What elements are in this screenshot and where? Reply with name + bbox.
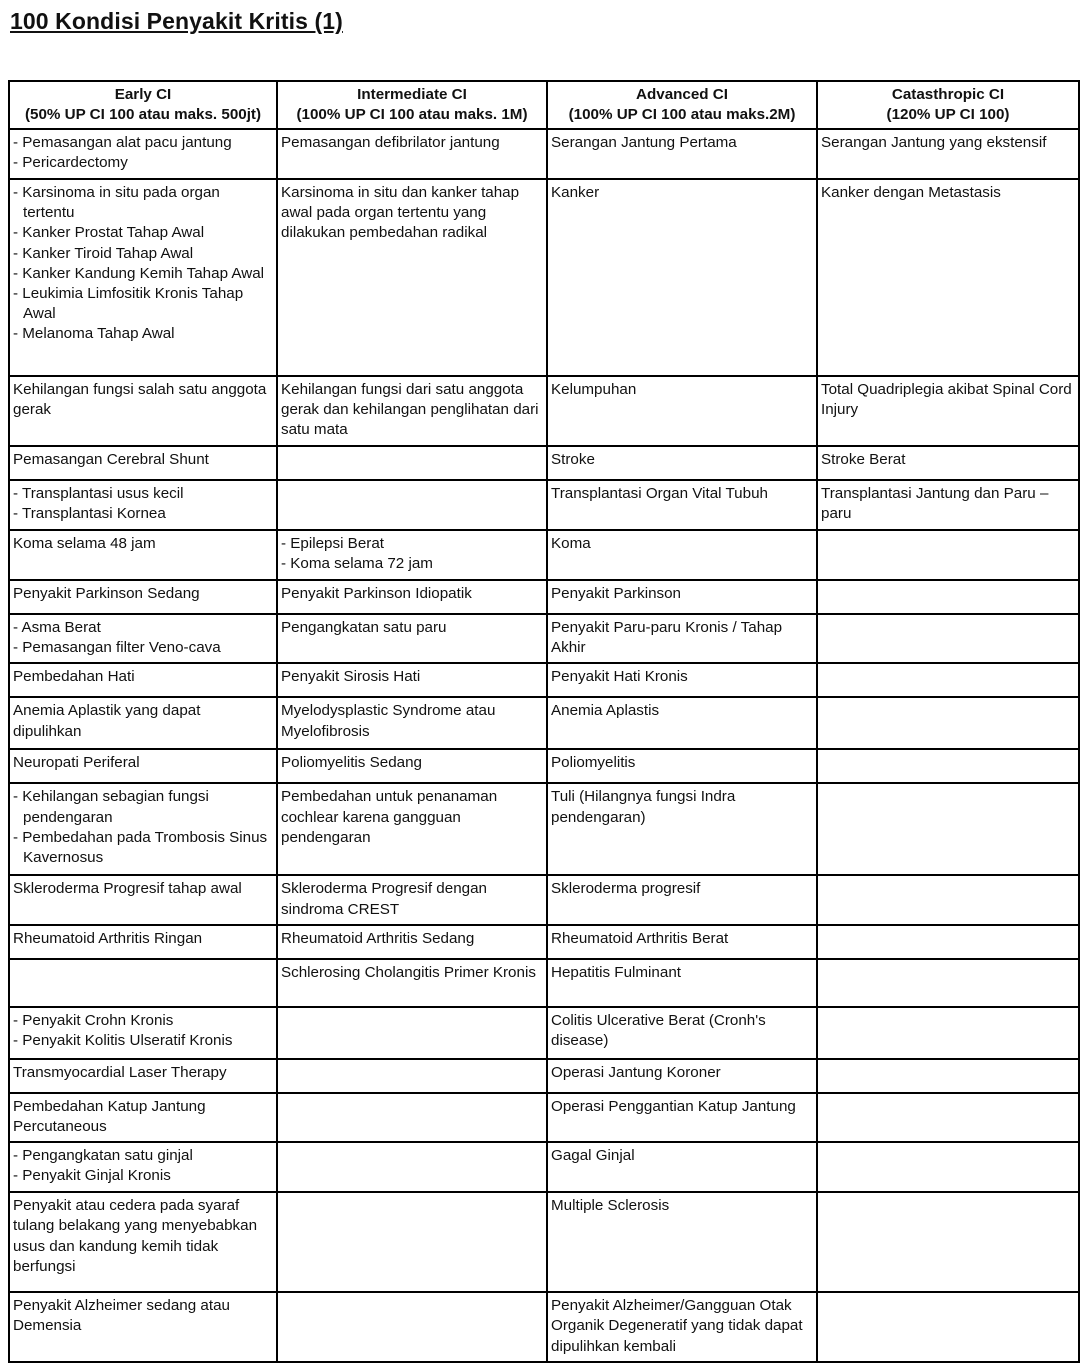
item-text: Karsinoma in situ pada organ tertentu bbox=[22, 184, 220, 222]
cell-advanced bbox=[547, 875, 817, 924]
item-text: Penyakit Paru-paru Kronis / Tahap Akhir bbox=[551, 619, 783, 657]
list-item bbox=[13, 183, 273, 223]
item-text: Transplantasi Organ Vital Tubuh bbox=[551, 485, 768, 502]
list-item bbox=[13, 618, 273, 638]
cell-text bbox=[281, 584, 543, 604]
cell-text bbox=[13, 1097, 273, 1137]
item-text: Pemasangan filter Veno-cava bbox=[22, 639, 221, 657]
item-text: Transmyocardial Laser Therapy bbox=[13, 1063, 227, 1081]
header-catastrophic bbox=[817, 81, 1079, 129]
cell-catastrophic bbox=[817, 663, 1079, 697]
item-text: Tuli (Hilangnya fungsi Indra pendengaran) bbox=[551, 788, 736, 826]
cell-text bbox=[13, 667, 273, 687]
table-row bbox=[9, 663, 1079, 697]
list-item bbox=[13, 638, 273, 658]
bullet-dash: - bbox=[13, 134, 23, 151]
bullet-dash: - bbox=[13, 1147, 23, 1165]
item-text: Multiple Sclerosis bbox=[551, 1197, 670, 1215]
item-text: Total Quadriplegia akibat Spinal Cord Injury bbox=[821, 381, 1072, 419]
table-row bbox=[9, 1059, 1079, 1093]
cell-intermediate bbox=[277, 663, 547, 697]
header-advanced-sub: (100% UP CI 100 atau maks.2M) bbox=[568, 106, 796, 123]
header-intermediate bbox=[277, 81, 547, 129]
cell-advanced bbox=[547, 783, 817, 875]
cell-text bbox=[551, 484, 813, 504]
cell-text bbox=[551, 963, 813, 983]
item-text: Rheumatoid Arthritis Berat bbox=[551, 929, 729, 947]
cell-intermediate bbox=[277, 376, 547, 446]
cell-intermediate bbox=[277, 783, 547, 875]
list-item bbox=[13, 264, 273, 284]
cell-text bbox=[551, 1011, 813, 1051]
bullet-dash: - bbox=[13, 1032, 23, 1050]
item-text: Skleroderma progresif bbox=[551, 880, 701, 898]
cell-text bbox=[551, 133, 813, 153]
item-text: Penyakit Parkinson bbox=[551, 585, 682, 602]
table-row bbox=[9, 1192, 1079, 1292]
cell-text bbox=[551, 701, 813, 721]
cell-advanced bbox=[547, 1059, 817, 1093]
item-text: Penyakit atau cedera pada syaraf tulang belakang yang menyebabkan usus dan kandung kemih tidak berfungsi bbox=[13, 1197, 258, 1275]
cell-advanced bbox=[547, 1007, 817, 1059]
cell-text bbox=[821, 183, 1075, 203]
table-row bbox=[9, 783, 1079, 875]
cell-intermediate bbox=[277, 1093, 547, 1142]
cell-catastrophic bbox=[817, 1192, 1079, 1292]
item-text: Kanker bbox=[551, 184, 600, 201]
cell-catastrophic bbox=[817, 783, 1079, 875]
header-early bbox=[9, 81, 277, 129]
table-row bbox=[9, 875, 1079, 924]
cell-text bbox=[281, 133, 543, 153]
cell-early bbox=[9, 959, 277, 1007]
item-text: Kehilangan sebagian fungsi pendengaran bbox=[22, 788, 209, 826]
cell-text bbox=[281, 183, 543, 244]
cell-intermediate bbox=[277, 1192, 547, 1292]
cell-early bbox=[9, 1192, 277, 1292]
item-text: Stroke Berat bbox=[821, 451, 906, 468]
cell-early bbox=[9, 1142, 277, 1192]
cell-intermediate bbox=[277, 1292, 547, 1362]
bullet-dash: - bbox=[13, 485, 23, 502]
item-text: Pengangkatan satu paru bbox=[281, 619, 447, 636]
header-early-name: Early CI bbox=[114, 86, 172, 103]
cell-early bbox=[9, 480, 277, 530]
item-text: Pemasangan Cerebral Shunt bbox=[13, 451, 209, 468]
cell-advanced bbox=[547, 925, 817, 959]
bullet-dash: - bbox=[13, 325, 23, 343]
bullet-dash: - bbox=[281, 555, 291, 573]
bullet-dash: - bbox=[13, 264, 23, 282]
item-text: Leukimia Limfositik Kronis Tahap Awal bbox=[22, 285, 244, 323]
bullet-dash: - bbox=[13, 244, 23, 262]
item-text: Skleroderma Progresif dengan sindroma CREST bbox=[281, 880, 487, 918]
cell-intermediate bbox=[277, 1142, 547, 1192]
item-text: Myelodysplastic Syndrome atau Myelofibrosis bbox=[281, 702, 496, 740]
cell-text bbox=[13, 450, 273, 470]
cell-early bbox=[9, 1059, 277, 1093]
cell-catastrophic bbox=[817, 697, 1079, 749]
list-item bbox=[13, 484, 273, 504]
list-item bbox=[13, 1146, 273, 1166]
item-text: Pembedahan Hati bbox=[13, 668, 135, 686]
cell-early bbox=[9, 1093, 277, 1142]
cell-intermediate bbox=[277, 925, 547, 959]
table-row bbox=[9, 614, 1079, 663]
page-title: 100 Kondisi Penyakit Kritis (1) bbox=[10, 8, 343, 34]
item-text: Penyakit Alzheimer sedang atau Demensia bbox=[13, 1297, 230, 1335]
cell-intermediate bbox=[277, 580, 547, 614]
cell-text bbox=[551, 787, 813, 827]
item-text: Penyakit Parkinson Idiopatik bbox=[281, 585, 472, 602]
item-text: Anemia Aplastis bbox=[551, 702, 660, 720]
bullet-dash: - bbox=[13, 505, 23, 523]
cell-text bbox=[551, 1063, 813, 1083]
list-item bbox=[13, 133, 273, 153]
cell-early bbox=[9, 1007, 277, 1059]
item-text: Rheumatoid Arthritis Ringan bbox=[13, 929, 203, 947]
item-text: Koma selama 72 jam bbox=[290, 555, 433, 573]
cell-advanced bbox=[547, 697, 817, 749]
cell-early bbox=[9, 697, 277, 749]
table-row bbox=[9, 749, 1079, 783]
cell-advanced bbox=[547, 614, 817, 663]
item-text: Gagal Ginjal bbox=[551, 1147, 635, 1165]
bullet-dash: - bbox=[13, 224, 23, 242]
item-text: Skleroderma Progresif tahap awal bbox=[13, 880, 242, 898]
cell-text bbox=[13, 1063, 273, 1083]
cell-text bbox=[281, 787, 543, 848]
table-row bbox=[9, 480, 1079, 530]
cell-text bbox=[551, 753, 813, 773]
table-row bbox=[9, 697, 1079, 749]
item-text: Epilepsi Berat bbox=[290, 535, 384, 552]
item-text: Penyakit Ginjal Kronis bbox=[22, 1167, 171, 1185]
cell-early bbox=[9, 875, 277, 924]
cell-early bbox=[9, 783, 277, 875]
item-text: Operasi Jantung Koroner bbox=[551, 1063, 721, 1081]
item-text: Transplantasi Jantung dan Paru – paru bbox=[821, 485, 1049, 523]
cell-catastrophic bbox=[817, 1142, 1079, 1192]
cell-catastrophic bbox=[817, 129, 1079, 179]
cell-early bbox=[9, 663, 277, 697]
item-text: Penyakit Sirosis Hati bbox=[281, 668, 421, 686]
table-row bbox=[9, 446, 1079, 480]
cell-text bbox=[551, 183, 813, 203]
table-row bbox=[9, 959, 1079, 1007]
cell-text bbox=[551, 1296, 813, 1357]
cell-intermediate bbox=[277, 1059, 547, 1093]
cell-early bbox=[9, 749, 277, 783]
item-text: Anemia Aplastik yang dapat dipulihkan bbox=[13, 702, 201, 740]
cell-text bbox=[281, 963, 543, 983]
header-early-sub: (50% UP CI 100 atau maks. 500jt) bbox=[24, 106, 262, 123]
cell-text bbox=[281, 879, 543, 919]
cell-intermediate bbox=[277, 179, 547, 376]
cell-catastrophic bbox=[817, 1292, 1079, 1362]
cell-advanced bbox=[547, 1093, 817, 1142]
header-advanced bbox=[547, 81, 817, 129]
cell-early bbox=[9, 1292, 277, 1362]
list-item bbox=[13, 324, 273, 344]
table-row bbox=[9, 530, 1079, 580]
item-text: Colitis Ulcerative Berat (Cronh's disease) bbox=[551, 1011, 766, 1050]
header-advanced-name: Advanced CI bbox=[636, 86, 728, 103]
list-item bbox=[13, 828, 273, 868]
cell-advanced bbox=[547, 1192, 817, 1292]
cell-intermediate bbox=[277, 614, 547, 663]
cell-intermediate bbox=[277, 875, 547, 924]
list-item bbox=[281, 554, 543, 574]
item-text: Stroke bbox=[551, 451, 595, 468]
cell-text bbox=[13, 879, 273, 899]
cell-advanced bbox=[547, 959, 817, 1007]
cell-catastrophic bbox=[817, 1059, 1079, 1093]
bullet-dash: - bbox=[13, 828, 23, 846]
cell-advanced bbox=[547, 1142, 817, 1192]
item-text: Penyakit Kolitis Ulseratif Kronis bbox=[22, 1032, 233, 1050]
cell-early bbox=[9, 376, 277, 446]
cell-early bbox=[9, 446, 277, 480]
item-text: Pembedahan untuk penanaman cochlear karena gangguan pendengaran bbox=[281, 788, 498, 846]
item-text: Kanker Kandung Kemih Tahap Awal bbox=[22, 264, 265, 282]
cell-intermediate bbox=[277, 749, 547, 783]
list-item bbox=[13, 1166, 273, 1186]
item-text: Kanker Prostat Tahap Awal bbox=[22, 224, 205, 242]
bullet-dash: - bbox=[281, 535, 291, 552]
cell-advanced bbox=[547, 749, 817, 783]
list-item bbox=[13, 153, 273, 173]
list-item bbox=[281, 534, 543, 554]
cell-intermediate bbox=[277, 530, 547, 580]
item-text: Penyakit Hati Kronis bbox=[551, 668, 688, 686]
cell-text bbox=[13, 380, 273, 420]
cell-catastrophic bbox=[817, 959, 1079, 1007]
cell-advanced bbox=[547, 376, 817, 446]
item-text: Karsinoma in situ dan kanker tahap awal pada organ tertentu yang dilakukan pembedahan radikal bbox=[281, 184, 520, 242]
critical-illness-table bbox=[8, 80, 1080, 1363]
cell-intermediate bbox=[277, 480, 547, 530]
item-text: Melanoma Tahap Awal bbox=[22, 325, 175, 343]
item-text: Pembedahan pada Trombosis Sinus Kavernosus bbox=[22, 828, 268, 867]
cell-text bbox=[281, 929, 543, 949]
item-text: Transplantasi Kornea bbox=[22, 505, 166, 523]
cell-early bbox=[9, 129, 277, 179]
header-intermediate-sub: (100% UP CI 100 atau maks. 1M) bbox=[296, 106, 528, 123]
item-text: Penyakit Crohn Kronis bbox=[22, 1011, 174, 1029]
cell-catastrophic bbox=[817, 749, 1079, 783]
cell-text bbox=[281, 618, 543, 638]
table-row bbox=[9, 129, 1079, 179]
cell-early bbox=[9, 179, 277, 376]
cell-text bbox=[551, 1196, 813, 1216]
cell-text bbox=[821, 133, 1075, 153]
cell-catastrophic bbox=[817, 875, 1079, 924]
cell-early bbox=[9, 614, 277, 663]
item-text: Kanker Tiroid Tahap Awal bbox=[22, 244, 194, 262]
cell-early bbox=[9, 530, 277, 580]
list-item bbox=[13, 223, 273, 243]
bullet-dash: - bbox=[13, 1167, 23, 1185]
table-row bbox=[9, 1142, 1079, 1192]
table-row bbox=[9, 580, 1079, 614]
cell-intermediate bbox=[277, 129, 547, 179]
item-text: Serangan Jantung Pertama bbox=[551, 134, 737, 151]
item-text: Koma bbox=[551, 535, 591, 552]
item-text: Pericardectomy bbox=[22, 154, 128, 172]
cell-text bbox=[281, 380, 543, 441]
cell-catastrophic bbox=[817, 614, 1079, 663]
table-row bbox=[9, 925, 1079, 959]
cell-text bbox=[13, 1296, 273, 1336]
cell-advanced bbox=[547, 446, 817, 480]
item-text: Penyakit Parkinson Sedang bbox=[13, 585, 200, 602]
bullet-dash: - bbox=[13, 1011, 23, 1029]
cell-catastrophic bbox=[817, 480, 1079, 530]
cell-intermediate bbox=[277, 1007, 547, 1059]
cell-text bbox=[551, 1146, 813, 1166]
cell-text bbox=[13, 929, 273, 949]
cell-text bbox=[13, 1196, 273, 1277]
list-item bbox=[13, 787, 273, 827]
cell-text bbox=[551, 584, 813, 604]
item-text: Kehilangan fungsi salah satu anggota gerak bbox=[13, 381, 267, 419]
cell-text bbox=[13, 584, 273, 604]
cell-text bbox=[281, 701, 543, 741]
bullet-dash: - bbox=[13, 619, 22, 636]
table-row bbox=[9, 1292, 1079, 1362]
cell-text bbox=[551, 1097, 813, 1117]
item-text: Kelumpuhan bbox=[551, 381, 637, 398]
item-text: Pembedahan Katup Jantung Percutaneous bbox=[13, 1097, 206, 1136]
header-catastrophic-sub: (120% UP CI 100) bbox=[886, 106, 1010, 123]
cell-text bbox=[281, 667, 543, 687]
item-text: Koma selama 48 jam bbox=[13, 535, 156, 552]
list-item bbox=[13, 1011, 273, 1031]
table-row bbox=[9, 376, 1079, 446]
bullet-dash: - bbox=[13, 788, 23, 806]
list-item bbox=[13, 244, 273, 264]
cell-text bbox=[551, 450, 813, 470]
table-body bbox=[9, 129, 1079, 1362]
cell-text bbox=[821, 380, 1075, 420]
cell-early bbox=[9, 925, 277, 959]
bullet-dash: - bbox=[13, 154, 23, 172]
cell-catastrophic bbox=[817, 925, 1079, 959]
cell-text bbox=[13, 753, 273, 773]
item-text: Transplantasi usus kecil bbox=[22, 485, 184, 502]
item-text: Operasi Penggantian Katup Jantung bbox=[551, 1097, 796, 1115]
cell-intermediate bbox=[277, 446, 547, 480]
table-row bbox=[9, 1093, 1079, 1142]
cell-intermediate bbox=[277, 697, 547, 749]
item-text: Kehilangan fungsi dari satu anggota gerak dan kehilangan penglihatan dari satu mata bbox=[281, 381, 539, 439]
cell-text bbox=[821, 484, 1075, 524]
cell-text bbox=[551, 879, 813, 899]
cell-text bbox=[13, 534, 273, 554]
cell-catastrophic bbox=[817, 446, 1079, 480]
cell-catastrophic bbox=[817, 1007, 1079, 1059]
cell-text bbox=[551, 380, 813, 400]
cell-text bbox=[281, 753, 543, 773]
header-row bbox=[9, 81, 1079, 129]
item-text: Pengangkatan satu ginjal bbox=[22, 1147, 193, 1165]
item-text: Penyakit Alzheimer/Gangguan Otak Organik Degeneratif yang tidak dapat dipulihkan kembali bbox=[551, 1297, 803, 1355]
cell-text bbox=[821, 450, 1075, 470]
header-intermediate-name: Intermediate CI bbox=[357, 86, 467, 103]
table-row bbox=[9, 179, 1079, 376]
header-catastrophic-name: Catasthropic CI bbox=[891, 86, 1005, 103]
item-text: Poliomyelitis Sedang bbox=[281, 754, 422, 772]
bullet-dash: - bbox=[13, 285, 23, 303]
cell-advanced bbox=[547, 530, 817, 580]
cell-catastrophic bbox=[817, 376, 1079, 446]
cell-intermediate bbox=[277, 959, 547, 1007]
list-item bbox=[13, 1031, 273, 1051]
item-text: Kanker dengan Metastasis bbox=[821, 184, 1001, 201]
cell-advanced bbox=[547, 129, 817, 179]
cell-text bbox=[551, 618, 813, 658]
table-row bbox=[9, 1007, 1079, 1059]
item-text: Pemasangan alat pacu jantung bbox=[22, 134, 232, 151]
cell-early bbox=[9, 580, 277, 614]
item-text: Pemasangan defibrilator jantung bbox=[281, 134, 500, 151]
item-text: Hepatitis Fulminant bbox=[551, 963, 681, 981]
cell-text bbox=[551, 667, 813, 687]
cell-advanced bbox=[547, 480, 817, 530]
cell-text bbox=[551, 929, 813, 949]
item-text: Asma Berat bbox=[21, 619, 101, 636]
cell-catastrophic bbox=[817, 179, 1079, 376]
cell-text bbox=[13, 701, 273, 741]
list-item bbox=[13, 284, 273, 324]
cell-catastrophic bbox=[817, 1093, 1079, 1142]
cell-text bbox=[551, 534, 813, 554]
cell-advanced bbox=[547, 580, 817, 614]
cell-catastrophic bbox=[817, 530, 1079, 580]
bullet-dash: - bbox=[13, 184, 23, 201]
cell-advanced bbox=[547, 663, 817, 697]
bullet-dash: - bbox=[13, 639, 23, 657]
item-text: Rheumatoid Arthritis Sedang bbox=[281, 929, 475, 947]
cell-advanced bbox=[547, 1292, 817, 1362]
item-text: Schlerosing Cholangitis Primer Kronis bbox=[281, 963, 536, 981]
list-item bbox=[13, 504, 273, 524]
item-text: Neuropati Periferal bbox=[13, 754, 140, 772]
item-text: Serangan Jantung yang ekstensif bbox=[821, 134, 1047, 151]
cell-advanced bbox=[547, 179, 817, 376]
cell-catastrophic bbox=[817, 580, 1079, 614]
item-text: Poliomyelitis bbox=[551, 754, 636, 772]
